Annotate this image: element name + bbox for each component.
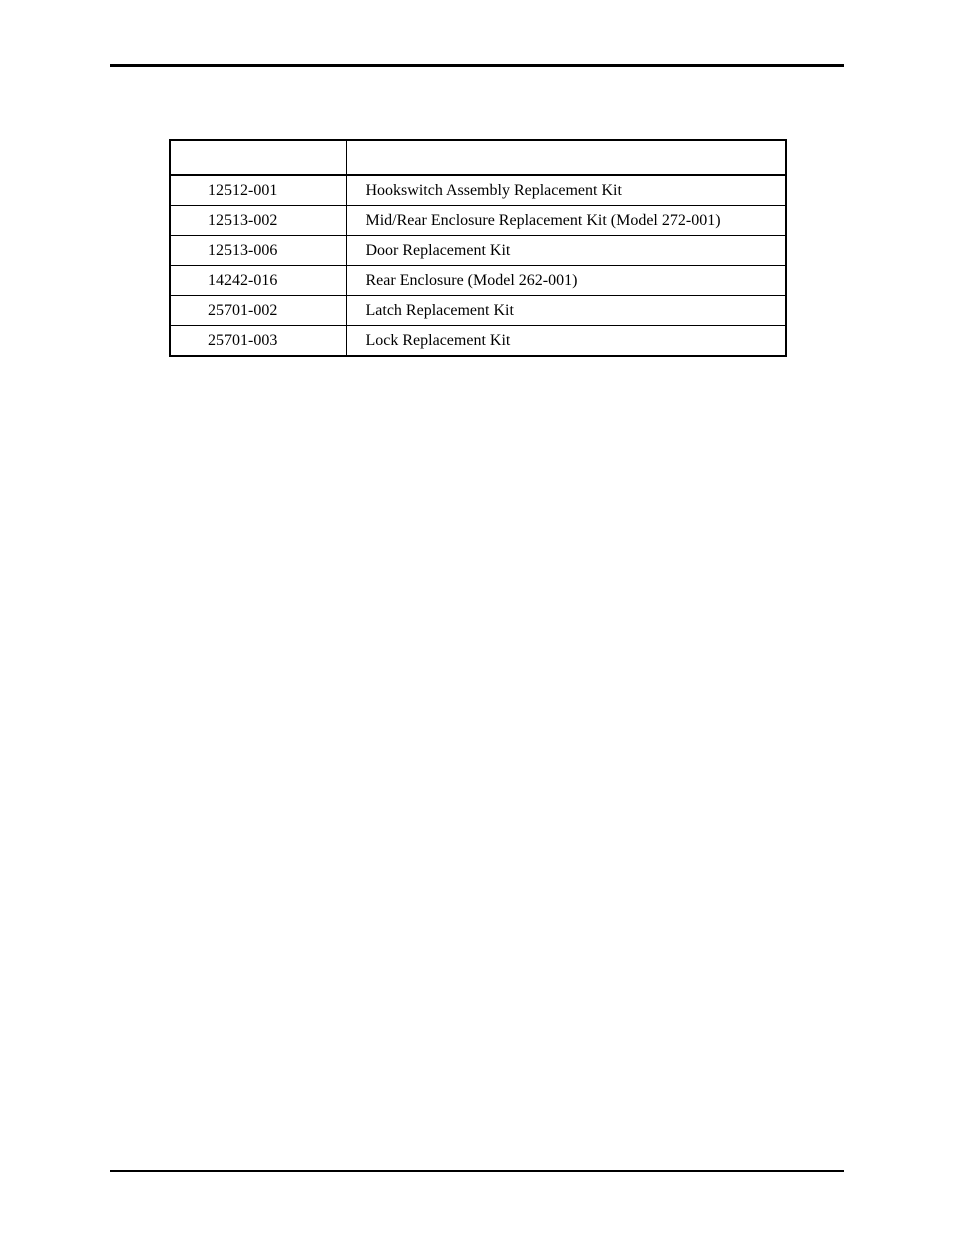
table-row bbox=[170, 236, 786, 266]
description-cell: Hookswitch Assembly Replacement Kit bbox=[346, 175, 786, 206]
part-number-cell: 12513-002 bbox=[170, 206, 346, 236]
table-row bbox=[170, 296, 786, 326]
part-number-cell: 14242-016 bbox=[170, 266, 346, 296]
part-number-cell: 12512-001 bbox=[170, 175, 346, 206]
part-number-cell: 25701-002 bbox=[170, 296, 346, 326]
header-description bbox=[346, 140, 786, 175]
parts-table bbox=[169, 139, 787, 357]
table-row bbox=[170, 266, 786, 296]
table-header-row bbox=[170, 140, 786, 175]
header-part-number bbox=[170, 140, 346, 175]
header-rule bbox=[110, 64, 844, 67]
table-row bbox=[170, 175, 786, 206]
part-number-cell: 25701-003 bbox=[170, 326, 346, 357]
description-cell: Door Replacement Kit bbox=[346, 236, 786, 266]
table-row bbox=[170, 326, 786, 357]
part-number-cell: 12513-006 bbox=[170, 236, 346, 266]
footer-rule bbox=[110, 1170, 844, 1172]
description-cell: Mid/Rear Enclosure Replacement Kit (Model 272-001) bbox=[346, 206, 786, 236]
description-cell: Latch Replacement Kit bbox=[346, 296, 786, 326]
table-row bbox=[170, 206, 786, 236]
description-cell: Rear Enclosure (Model 262-001) bbox=[346, 266, 786, 296]
description-cell: Lock Replacement Kit bbox=[346, 326, 786, 357]
